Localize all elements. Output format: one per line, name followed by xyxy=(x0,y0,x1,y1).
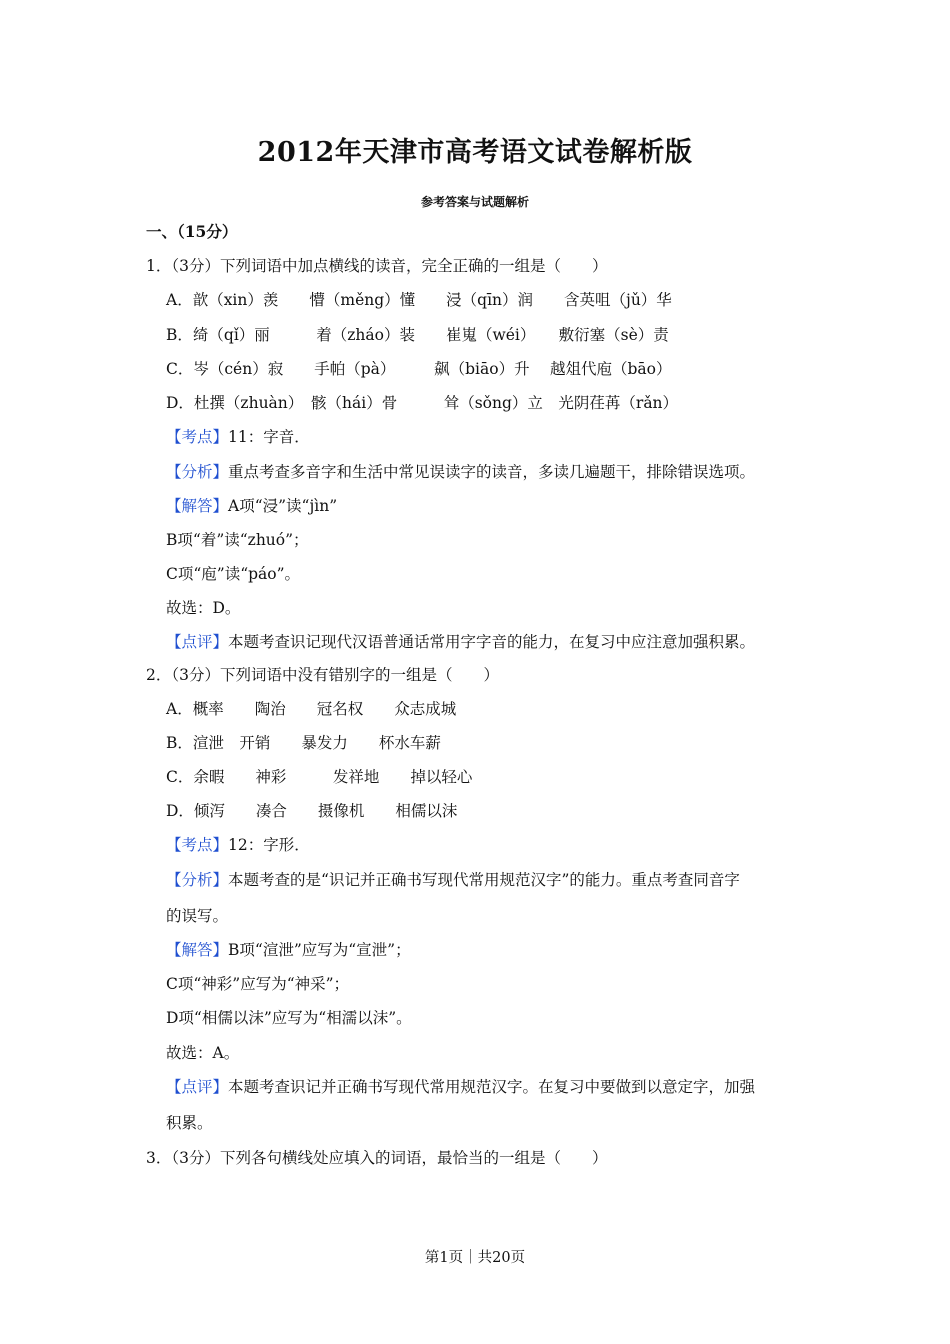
dianping-text: 本题考查识记并正确书写现代常用规范汉字。在复习中要做到以意定字，加强 xyxy=(228,1078,756,1096)
kaodian-tag: 【考点】 xyxy=(166,836,229,854)
page-footer: 第1页｜共20页 xyxy=(424,1250,526,1266)
section-heading: 一、（15分） xyxy=(146,222,238,241)
question-2-jieda-line-3: D项“相儒以沫”应写为“相濡以沫”。 xyxy=(166,1009,412,1027)
question-2-dianping-line-2: 积累。 xyxy=(166,1114,213,1132)
question-2-jieda xyxy=(166,940,411,960)
fenxi-text: 重点考查多音字和生活中常见误读字的读音，多读几遍题干，排除错误选项。 xyxy=(228,463,756,481)
question-1-jieda-line-2: B项“着”读“zhuó”； xyxy=(166,531,309,549)
question-1-jieda xyxy=(166,496,337,516)
dianping-tag: 【点评】 xyxy=(166,1078,229,1096)
question-2-fenxi xyxy=(166,870,740,890)
question-2-answer: 故选：A。 xyxy=(166,1044,240,1062)
question-1-jieda-line-3: C项“庖”读“páo”。 xyxy=(166,565,301,583)
question-2-kaodian xyxy=(166,835,310,855)
question-2-option-b: B．渲泄 开销 暴发力 杯水车薪 xyxy=(166,734,441,752)
question-2-option-a: A．概率 陶治 冠名权 众志成城 xyxy=(166,700,457,718)
kaodian-tag: 【考点】 xyxy=(166,428,229,446)
question-2-fenxi-line-2: 的误写。 xyxy=(166,907,229,925)
jieda-tag: 【解答】 xyxy=(166,941,229,959)
jieda-tag: 【解答】 xyxy=(166,497,229,515)
fenxi-tag: 【分析】 xyxy=(166,871,229,889)
question-3-stem: 3．（3分）下列各句横线处应填入的词语，最恰当的一组是（ ） xyxy=(146,1149,608,1167)
question-1-option-d: D．杜撰（zhuàn） 骸（hái）骨 耸（sǒng）立 光阴荏苒（rǎn） xyxy=(166,394,679,412)
question-1-option-a: A．歆（xin）羡 懵（měng）懂 浸（qīn）润 含英咀（jǔ）华 xyxy=(166,291,672,309)
question-1-stem: 1．（3分）下列词语中加点横线的读音，完全正确的一组是（ ） xyxy=(146,257,608,275)
page-title: 2012年天津市高考语文试卷解析版 xyxy=(257,137,693,168)
question-1-fenxi xyxy=(166,462,755,482)
question-2-stem: 2．（3分）下列词语中没有错别字的一组是（ ） xyxy=(146,666,499,684)
question-2-jieda-line-2: C项“神彩”应写为“神采”； xyxy=(166,975,350,993)
question-1-option-b: B．绮（qǐ）丽 着（zháo）装 崔嵬（wéi） 敷衍塞（sè）责 xyxy=(166,326,669,344)
dianping-tag: 【点评】 xyxy=(166,633,229,651)
question-1-option-c: C．岑（cén）寂 手帕（pà） 飙（biāo）升 越俎代庖（bāo） xyxy=(166,360,672,378)
question-2-dianping xyxy=(166,1077,755,1097)
question-2-option-d: D．倾泻 凑合 摄像机 相儒以沫 xyxy=(166,802,458,820)
page-subtitle: 参考答案与试题解析 xyxy=(420,195,529,209)
jieda-text: B项“渲泄”应写为“宣泄”； xyxy=(228,941,411,959)
question-2-option-c: C．余暇 神彩 发祥地 掉以轻心 xyxy=(166,768,473,786)
question-1-answer: 故选：D。 xyxy=(166,599,241,617)
question-1-kaodian xyxy=(166,427,310,447)
fenxi-text: 本题考查的是“识记并正确书写现代常用规范汉字”的能力。重点考查同音字 xyxy=(228,871,740,889)
question-1-dianping xyxy=(166,632,755,652)
jieda-text: A项“浸”读“jìn” xyxy=(228,497,338,515)
kaodian-text: 12：字形． xyxy=(228,836,310,854)
dianping-text: 本题考查识记现代汉语普通话常用字字音的能力，在复习中应注意加强积累。 xyxy=(228,633,756,651)
kaodian-text: 11：字音． xyxy=(228,428,310,446)
fenxi-tag: 【分析】 xyxy=(166,463,229,481)
